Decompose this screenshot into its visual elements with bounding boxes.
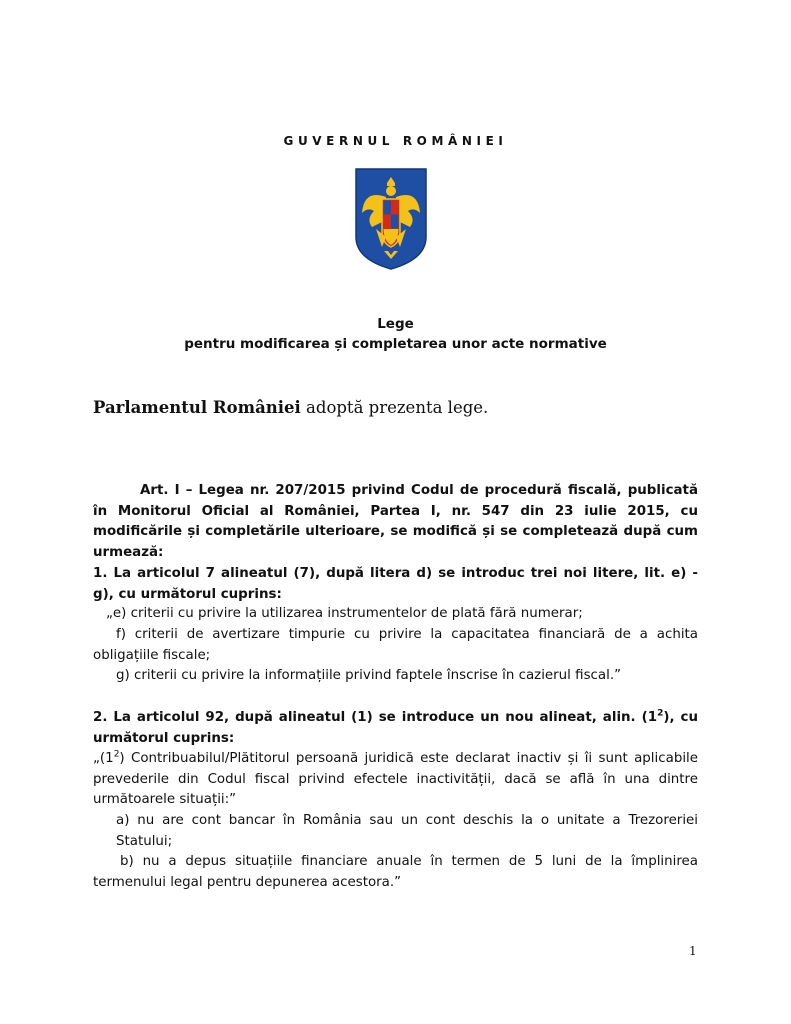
article-1-intro: Art. I – Legea nr. 207/2015 privind Codul de procedură fiscală, publicată în Monitorul Oficial al României, Partea I, nr. 547 din 23 iulie 2015, cu modificările și completările ulterioare, se modifică și se completează după cum urmează: — [93, 483, 698, 560]
government-header: GUVERNUL ROMÂNIEI — [283, 134, 508, 148]
point-1-heading: 1. La articolul 7 alineatul (7), după litera d) se introduc trei noi litere, lit. e) - g), cu următorul cuprins: — [93, 566, 698, 602]
preamble-bold: Parlamentul României — [93, 398, 301, 417]
preamble-rest: adoptă prezenta lege. — [300, 398, 489, 417]
point-2-paragraph — [93, 749, 698, 811]
superscript: 2 — [113, 749, 120, 760]
point-1-letter-g: g) criterii cu privire la informațiile privind faptele înscrise în cazierul fiscal.” — [116, 668, 622, 683]
coat-of-arms-icon — [354, 167, 428, 271]
point-2-heading-part-a: 2. La articolul 92, după alineatul (1) se introduce un nou alineat, alin. (1 — [93, 710, 658, 725]
law-title: Lege — [377, 316, 414, 332]
preamble — [93, 398, 488, 417]
point-2-letter-a: a) nu are cont bancar în România sau un cont deschis la o unitate a Trezoreriei Statului; — [116, 813, 698, 849]
law-subtitle: pentru modificarea și completarea unor acte normative — [184, 336, 607, 352]
superscript: 2 — [657, 708, 664, 719]
point-1-letter-f: f) criterii de avertizare timpurie cu privire la capacitatea financiară de a achita obligațiile fiscale; — [93, 627, 698, 663]
point-2-letter-b: b) nu a depus situațiile financiare anuale în termen de 5 luni de la împlinirea termenului legal pentru depunerea acestora.” — [93, 854, 698, 890]
point-2-heading-part-b: ), cu următorul cuprins: — [93, 710, 699, 746]
paragraph-open: „(1 — [93, 751, 114, 766]
point-2-heading — [93, 708, 698, 749]
page-number: 1 — [689, 944, 697, 958]
point-1-letter-e: „e) criterii cu privire la utilizarea instrumentelor de plată fără numerar; — [106, 606, 583, 621]
paragraph-body: ) Contribuabilul/Plătitorul persoană juridică este declarat inactiv și îi sunt aplicabile prevederile din Codul fiscal privind efectele inactivității, dacă se află în una dintre următoarele situații:” — [93, 751, 698, 807]
